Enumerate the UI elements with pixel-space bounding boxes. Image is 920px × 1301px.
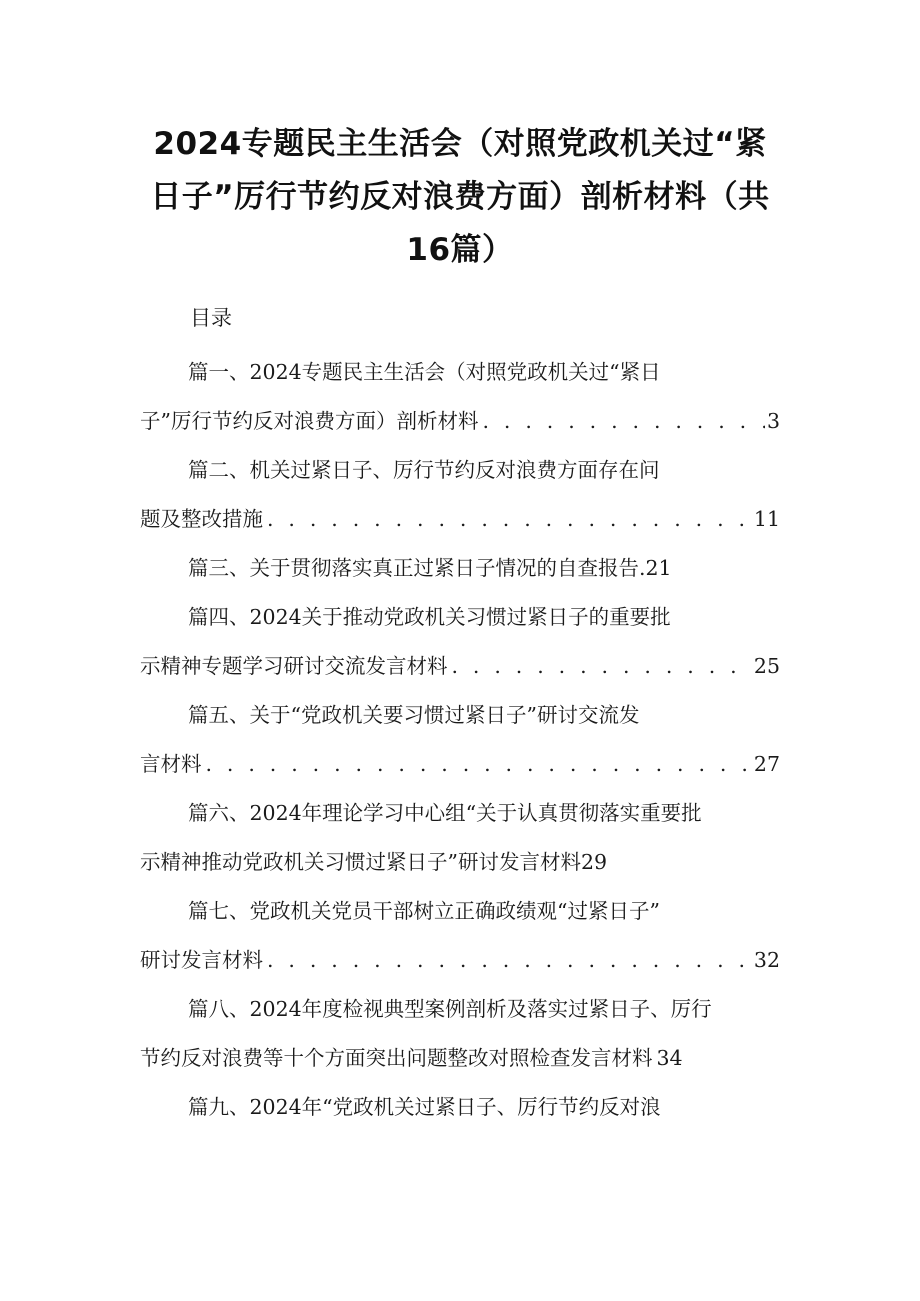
toc-page-number: 25 [753, 654, 780, 678]
toc-entry-7 [140, 887, 780, 985]
toc-entry-title-cont: 题及整改措施 [140, 507, 263, 531]
toc-entry-title: 篇二、机关过紧日子、厉行节约反对浪费方面存在问 [188, 458, 660, 482]
toc-entry-title: 篇三、关于贯彻落实真正过紧日子情况的自查报告. [188, 556, 646, 580]
toc-entry-title: 篇四、2024关于推动党政机关习惯过紧日子的重要批 [188, 605, 671, 629]
toc-page-number: 27 [753, 752, 780, 776]
toc-heading: 目录 [190, 306, 232, 330]
toc-entry-title-cont: 言材料 [140, 752, 202, 776]
dot-leader [206, 740, 752, 789]
toc-entry-title: 篇六、2024年理论学习中心组“关于认真贯彻落实重要批 [188, 801, 702, 825]
toc-page-number: 34 [656, 1046, 683, 1070]
toc-entry-title-cont: 节约反对浪费等十个方面突出问题整改对照检查发言材料 [140, 1046, 653, 1070]
dot-leader [452, 642, 752, 691]
toc-entry-title-cont: 子”厉行节约反对浪费方面）剖析材料 [140, 409, 479, 433]
toc-entry-title: 篇五、关于“党政机关要习惯过紧日子”研讨交流发 [188, 703, 640, 727]
toc-entry-title: 篇八、2024年度检视典型案例剖析及落实过紧日子、厉行 [188, 997, 712, 1021]
toc-entry-8 [140, 985, 780, 1083]
toc-entry-title-cont: 研讨发言材料 [140, 948, 263, 972]
toc-entry-title-cont: 示精神专题学习研讨交流发言材料 [140, 654, 448, 678]
toc-page-number: 21 [645, 556, 672, 580]
dot-leader [267, 495, 752, 544]
toc-page-number: 29 [580, 850, 608, 874]
toc-entry-4 [140, 593, 780, 691]
toc-entry-2 [140, 446, 780, 544]
toc-entry-9 [140, 1083, 780, 1132]
toc-entry-title: 篇九、2024年“党政机关过紧日子、厉行节约反对浪 [188, 1095, 661, 1119]
dot-leader [267, 936, 752, 985]
toc-page-number: 3 [766, 409, 780, 433]
toc-page-number: 32 [753, 948, 780, 972]
toc-entry-1 [140, 348, 780, 446]
table-of-contents [140, 348, 780, 1132]
document-title: 2024专题民主生活会（对照党政机关过“紧日子”厉行节约反对浪费方面）剖析材料（共16篇） [150, 126, 770, 268]
toc-entry-title: 篇一、2024专题民主生活会（对照党政机关过“紧日 [188, 360, 661, 384]
toc-entry-title-cont: 示精神推动党政机关习惯过紧日子”研讨发言材料 [140, 850, 581, 874]
toc-page-number: 11 [753, 507, 780, 531]
toc-entry-title: 篇七、党政机关党员干部树立正确政绩观“过紧日子” [188, 899, 660, 923]
dot-leader [482, 397, 764, 446]
toc-entry-6 [140, 789, 780, 887]
toc-entry-5 [140, 691, 780, 789]
toc-entry-3 [140, 544, 780, 593]
